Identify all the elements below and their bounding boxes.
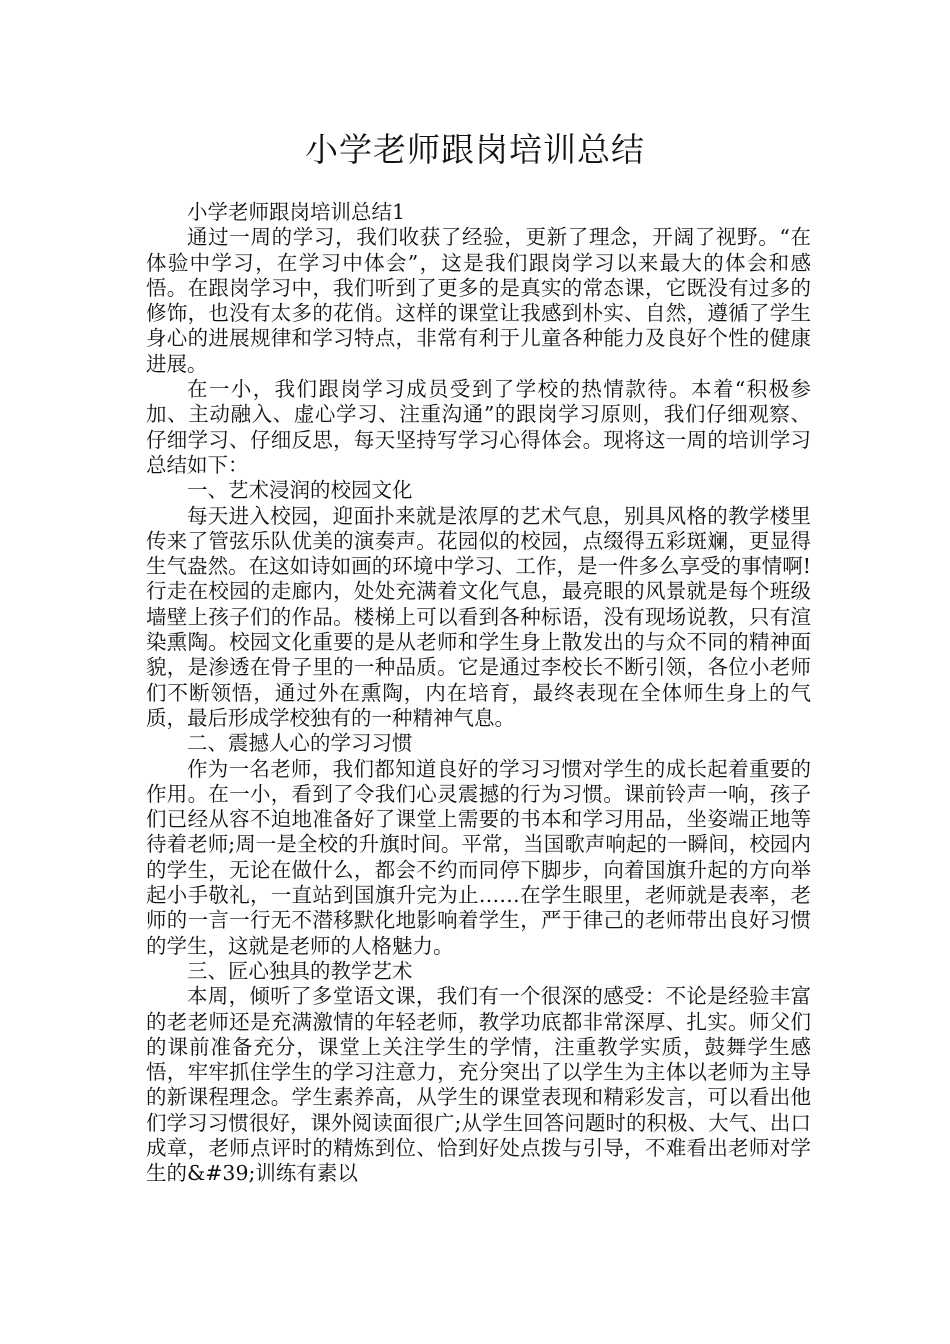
- section-heading: 小学老师跟岗培训总结1: [187, 200, 406, 224]
- paragraph: 在一小，我们跟岗学习成员受到了学校的热情款待。本着“积极参加、主动融入、虚心学习、注重沟通”的跟岗学习原则，我们仔细观察、仔细学习、仔细反思，每天坚持写学习心得体会。现将这一周的培训学习总结如下：: [146, 377, 811, 477]
- section-heading: 三、匠心独具的教学艺术: [187, 958, 413, 983]
- section-heading: 一、艺术浸润的校园文化: [187, 478, 413, 503]
- paragraph: 每天进入校园，迎面扑来就是浓厚的艺术气息，别具风格的教学楼里传来了管弦乐队优美的演奏声。花园似的校园，点缀得五彩斑斓，更显得生气盎然。在这如诗如画的环境中学习、工作，是一件多么享受的事情啊!行走在校园的走廊内，处处充满着文化气息，最亮眼的风景就是每个班级墙壁上孩子们的作品。楼梯上可以看到各种标语，没有现场说教，只有渲染熏陶。校园文化重要的是从老师和学生身上散发出的与众不同的精神面貌，是渗透在骨子里的一种品质。它是通过李校长不断引领，各位小老师们不断领悟，通过外在熏陶，内在培育，最终表现在全体师生身上的气质，最后形成学校独有的一种精神气息。: [146, 503, 811, 730]
- paragraph: 作为一名老师，我们都知道良好的学习习惯对学生的成长起着重要的作用。在一小，看到了令我们心灵震撼的行为习惯。课前铃声一响，孩子们已经从容不迫地准备好了课堂上需要的书本和学习用品，坐姿端正地等待着老师;周一是全校的升旗时间。平常，当国歌声响起的一瞬间，校园内的学生，无论在做什么，都会不约而同停下脚步，向着国旗升起的方向举起小手敬礼，一直站到国旗升完为止……在学生眼里，老师就是表率，老师的一言一行无不潜移默化地影响着学生，严于律己的老师带出良好习惯的学生，这就是老师的人格魅力。: [146, 756, 811, 958]
- document-body: [146, 200, 811, 1187]
- paragraph: 通过一周的学习，我们收获了经验，更新了理念，开阔了视野。“在体验中学习，在学习中体会”，这是我们跟岗学习以来最大的体会和感悟。在跟岗学习中，我们听到了更多的是真实的常态课，它既没有过多的修饰，也没有太多的花俏。这样的课堂让我感到朴实、自然，遵循了学生身心的进展规律和学习特点，非常有利于儿童各种能力及良好个性的健康进展。: [146, 225, 811, 376]
- section-heading: 二、震撼人心的学习习惯: [187, 731, 413, 756]
- paragraph: 本周，倾听了多堂语文课，我们有一个很深的感受：不论是经验丰富的老老师还是充满激情的年轻老师，教学功底都非常深厚、扎实。师父们的课前准备充分，课堂上关注学生的学情，注重教学实质，鼓舞学生感悟，牢牢抓住学生的学习注意力，充分突出了以学生为主体以老师为主导的新课程理念。学生素养高，从学生的课堂表现和精彩发言，可以看出他们学习习惯很好，课外阅读面很广;从学生回答问题时的积极、大气、出口成章，老师点评时的精炼到位、恰到好处点拨与引导，不难看出老师对学生的&#39;训练有素以: [146, 984, 811, 1186]
- document-title: 小学老师跟岗培训总结: [305, 130, 645, 169]
